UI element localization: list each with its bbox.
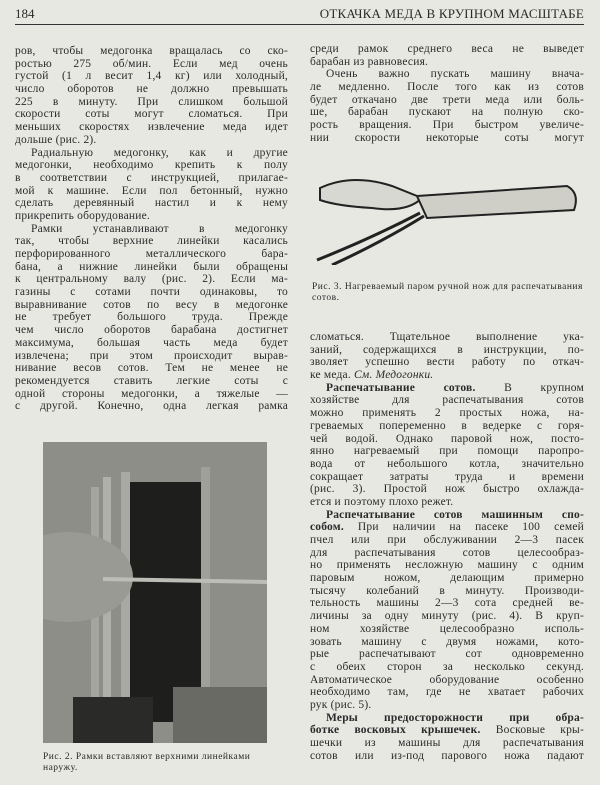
text-line: сломаться. Тщательное выполнение ука-	[310, 331, 584, 343]
text-line: (рис. 3). Простой нож быстро охлажда-	[310, 483, 584, 496]
section-heading: Распечатывание сотов машинным спо-	[326, 508, 584, 521]
text-line: 225 в минуту. При слишком большой	[15, 95, 288, 108]
text-line: мой к машине. Если пол бетонный, нужно	[15, 184, 288, 197]
text-line: меньших скоростях извлечение меда идет	[15, 121, 288, 134]
text-line: янно нагреваемый при помощи паропро-	[310, 445, 584, 458]
text-line: можно применять 2 простых ножа, на-	[310, 407, 584, 420]
text-line: хозяйстве для распечатывания сотов	[310, 394, 584, 407]
text-line: с обеих сторон за несколько секунд.	[310, 660, 584, 673]
text-line: пчел или при обслуживании 2—3 пасек	[310, 534, 584, 546]
text-line: максимума, большая часть меда будет	[15, 336, 288, 349]
text-line: нивание весов сотов. Тем не менее не	[15, 362, 288, 375]
text-line: рые распечатывают сот одновременно	[310, 648, 584, 661]
text-line: выравнивание сотов по весу в медогонке	[15, 298, 288, 311]
running-title: ОТКАЧКА МЕДА В КРУПНОМ МАСШТАБЕ	[319, 6, 584, 21]
text-line: ется и поэтому плохо режет.	[310, 495, 454, 508]
text-fragment: Восковые кры-	[480, 724, 584, 737]
text-line: среди рамок среднего веса не выведет	[310, 43, 584, 55]
text-line: с другой. Конечно, одна легкая рамка	[15, 400, 288, 413]
text-line: но применять несложную машину с одним	[310, 559, 584, 572]
text-line: для распечатывания сотов целесообраз-	[310, 546, 584, 559]
text-line: перфорированного металлического бара-	[15, 248, 288, 260]
text-line: прикрепить оборудование.	[15, 209, 151, 222]
figure-3-caption: Рис. 3. Нагреваемый паром ручной нож для распечатывания сотов.	[312, 282, 583, 303]
text-line: дольше (рис. 2).	[15, 133, 97, 146]
text-line: густой (1 л весит 1,4 кг) или холодный,	[15, 70, 288, 83]
steam-knife-illustration	[312, 160, 584, 265]
left-column	[15, 45, 288, 413]
text-line: тысячу колебаний в минуту. Производи-	[310, 584, 584, 597]
text-line: вода от небольшого котла, значительно	[310, 457, 584, 470]
text-line: личины за одну минуту (рис. 4). В круп-	[310, 610, 584, 623]
cross-reference: См. Медогонки.	[354, 369, 434, 382]
section-heading: Распечатывание сотов.	[326, 381, 476, 394]
text-line: нии скорости некоторые соты могут	[310, 131, 584, 144]
text-line: число оборотов не должно превышать	[15, 83, 288, 96]
text-fragment: При наличии на пасеке 100 семей	[343, 521, 584, 534]
text-line: сокращает затраты труда и времени	[310, 470, 584, 483]
text-line: зволяет успешно вести работу по откач-	[310, 356, 584, 369]
text-line: Очень важно пускать машину внача-	[326, 68, 584, 81]
text-line: к центральному валу (рис. 2). Если ма-	[15, 273, 288, 286]
page-number: 184	[15, 6, 35, 21]
text-line: тельность машины 2—3 сота средней ве-	[310, 597, 584, 610]
section-heading: собом.	[310, 521, 344, 534]
header-rule	[15, 24, 584, 25]
text-line: чей водой. Однако паровой нож, посто-	[310, 432, 584, 445]
text-fragment: ке меда.	[310, 369, 351, 382]
text-line: Радиальную медогонку, как и другие	[31, 146, 288, 159]
text-line: шечки из машины для распечатывания	[310, 737, 584, 749]
text-line: ле медленно. После того как из сотов	[310, 81, 584, 94]
text-line: рость вращения. При быстром увеличе-	[310, 119, 584, 132]
text-line: рук (рис. 5).	[310, 698, 372, 711]
text-line	[310, 521, 584, 534]
figure-2-caption: Рис. 2. Рамки вставляют верхними линейками наружу.	[43, 752, 251, 773]
figure-2-photo	[43, 442, 267, 743]
text-line: ров, чтобы медогонка вращалась со ско-	[15, 45, 288, 57]
text-line: скорости соты могут сломаться. При	[15, 108, 288, 121]
text-line: Автоматическое оборудование особенно	[310, 673, 584, 686]
text-line: газины с сотами почти одинаковы, то	[15, 286, 288, 299]
text-line: бана, а нижние линейки были обращены	[15, 260, 288, 273]
text-line: ном хозяйстве целесообразно исполь-	[310, 622, 584, 635]
text-line	[310, 724, 584, 737]
text-line: Рамки устанавливают в медогонку	[31, 222, 288, 235]
text-line: так, чтобы верхние линейки касались	[15, 235, 288, 248]
text-line: рекомендуется ставить легкие соты с	[15, 374, 288, 387]
text-line: необходимо там, где не хватает рабочих	[310, 686, 584, 699]
text-line	[310, 369, 584, 382]
right-column-top	[310, 43, 584, 145]
text-line: медогонки, необходимо крепить к полу	[15, 159, 288, 172]
text-line: греваемых попеременно в ведерке с горя-	[310, 419, 584, 432]
text-fragment: В крупном	[475, 381, 584, 394]
right-column-bottom	[310, 331, 584, 762]
section-heading: ботке восковых крышечек.	[310, 724, 481, 737]
text-line	[310, 382, 584, 395]
text-line: извлечена; при этом происходит вырав-	[15, 349, 288, 362]
text-line: в соответствии с инструкцией, прилагае-	[15, 171, 288, 184]
text-line: чем число оборотов барабана достигнет	[15, 324, 288, 337]
section-heading: Меры предосторожности при обра-	[326, 711, 584, 724]
text-line: сделать деревянный настил и к нему	[15, 197, 288, 210]
text-line: зовать машину с двумя ножами, кото-	[310, 635, 584, 648]
text-line: заний, содержащихся в инструкции, по-	[310, 343, 584, 356]
text-line: барабан из равновесия.	[310, 55, 429, 68]
text-line: ростью 275 об/мин. Если мед очень	[15, 57, 288, 70]
text-line: паровым ножом, делающим примерно	[310, 572, 584, 585]
text-line: будет откачано две трети меда или боль-	[310, 93, 584, 106]
text-line: не требует большого труда. Прежде	[15, 311, 288, 324]
text-line: ше, барабан пускают на полную ско-	[310, 106, 584, 119]
text-line: сотов или из-под парового ножа падают	[310, 749, 584, 762]
text-line: одной стороны медогонки, а тяжелые —	[15, 387, 288, 400]
